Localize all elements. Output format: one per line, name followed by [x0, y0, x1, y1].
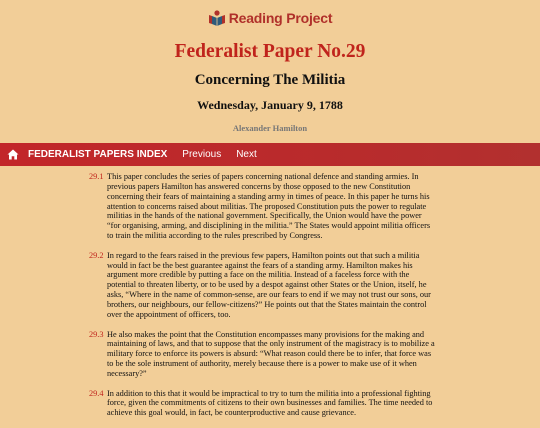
paragraph-text: He also makes the point that the Constitution encompasses many provisions for the making and maintaining of laws, and that to suppose that the only instrument of the magistracy is to mobilize a military force to enforce its powers is absurd: “What reason could there be to infer, that force was to be the sole instrument of authority, merely because there is a power to make use of it when necessary?”: [107, 329, 435, 378]
paragraph: [89, 251, 436, 320]
paragraph: [89, 172, 436, 241]
paragraph-text: This paper concludes the series of papers concerning national defence and standing armies. In previous papers Hamilton has answered concerns by those opposed to the new Constitution concerning their fears of maintaining a standing army in times of peace. In this paper he turns his attention to concerns raised about militias. The proposed Constitution puts the power to regulate militias in the hands of the national government. Specifically, the Union would have the power “for organising, arming, and disciplining in the militia.” The States would appoint militia officers to train the militia according to the rules prescribed by Congress.: [107, 172, 431, 241]
site-logo[interactable]: [0, 9, 540, 27]
paragraph: [89, 389, 436, 419]
navigation-bar: [0, 143, 540, 166]
logo-text: Reading Project: [228, 10, 333, 26]
home-icon[interactable]: [6, 148, 19, 161]
paragraph-number: 29.1: [89, 172, 104, 181]
nav-next[interactable]: Next: [236, 149, 257, 160]
page-title: Federalist Paper No.29: [174, 41, 366, 62]
paragraph-number: 29.4: [89, 388, 104, 398]
paper-author: Alexander Hamilton: [232, 123, 308, 133]
paper-date: Wednesday, January 9, 1788: [197, 98, 343, 112]
paper-subtitle: Concerning The Militia: [194, 72, 346, 88]
paragraph-number: 29.3: [89, 329, 104, 339]
book-reader-icon: [208, 9, 226, 27]
paragraph-text: In addition to this that it would be impractical to try to turn the militia into a professional fighting force, given the commitments of citizens to their own businesses and families. The time needed to achieve this goal would, in fact, be counterproductive and cause grievance.: [107, 388, 433, 418]
nav-federalist-index[interactable]: FEDERALIST PAPERS INDEX: [28, 149, 168, 160]
nav-previous[interactable]: Previous: [182, 149, 222, 160]
paragraph-number: 29.2: [89, 250, 104, 260]
paragraph-text: In regard to the fears raised in the previous few papers, Hamilton points out that such a militia would in fact be the best guarantee against the fears of a standing army. Hamilton makes his argument more credible by putting a face on the militia. Instead of a faceless force with the potential to threaten liberty, or to be used by a despot against other States or the Union, itself, he asks, “Where in the name of common-sense, are our fears to end if we may not trust our sons, our brothers, our neighbours, our fellow-citizens?” He points out that the States maintain the control over the appointment of officers, too.: [107, 250, 431, 319]
paragraph: [89, 330, 436, 379]
paper-content: [89, 172, 436, 428]
